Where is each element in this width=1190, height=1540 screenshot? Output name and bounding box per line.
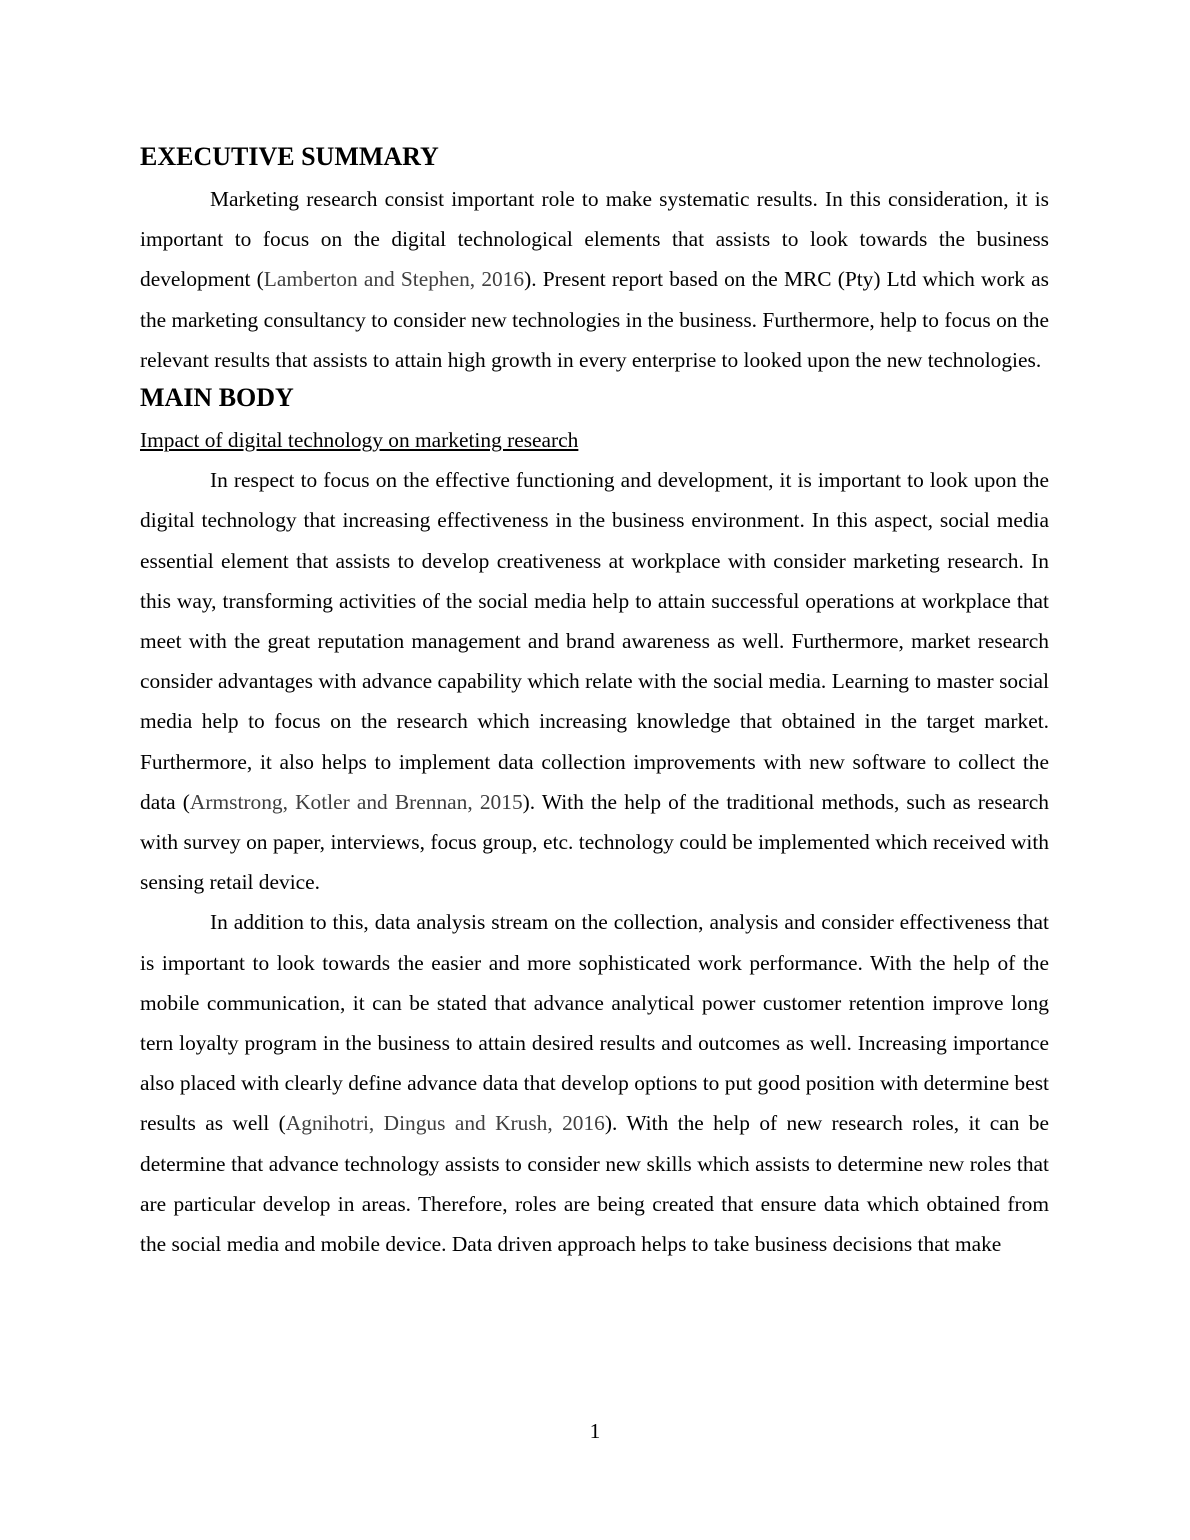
executive-summary-paragraph — [140, 179, 1049, 380]
p1-text-before: In respect to focus on the effective functioning and development, it is important to look upon the digital technology that increasing effectiveness in the business environment. In this aspect, social media essential element that assists to develop creativeness at workplace with consider marketing research. In this way, transforming activities of the social media help to attain successful operations at workplace that meet with the great reputation management and brand awareness as well. Furthermore, market research consider advantages with advance capability which relate with the social media. Learning to master social media help to focus on the research which increasing knowledge that obtained in the target market. Furthermore, it also helps to implement data collection improvements with new software to collect the data ( — [140, 468, 1049, 814]
impact-subheading: Impact of digital technology on marketing research — [140, 428, 579, 453]
citation-lamberton: Lamberton and Stephen, 2016 — [263, 267, 525, 292]
p2-text-after: ). With the help of new research roles, it can be determine that advance technology assists to consider new skills which assists to determine new roles that are particular develop in areas. Therefore, roles are being created that ensure data which obtained from the social media and mobile device. Data driven approach helps to take business decisions that make — [140, 1111, 1049, 1257]
exec-text-after: ). Present report based on the MRC (Pty) Ltd which work as the marketing consultancy to consider new technologies in the business. Furthermore, help to focus on the relevant results that assists to attain high growth in every enterprise to looked upon the new technologies. — [140, 267, 1049, 372]
main-body-paragraph-2 — [140, 902, 1049, 1264]
citation-agnihotri: Agnihotri, Dingus and Krush, 2016 — [285, 1111, 605, 1136]
citation-armstrong: Armstrong, Kotler and Brennan, 2015 — [189, 789, 523, 814]
document-page — [140, 137, 1049, 1264]
main-body-paragraph-1 — [140, 460, 1049, 902]
main-body-heading: MAIN BODY — [140, 383, 294, 413]
executive-summary-heading: EXECUTIVE SUMMARY — [140, 142, 439, 171]
p1-text-after: ). With the help of the traditional methods, such as research with survey on paper, interviews, focus group, etc. technology could be implemented which received with sensing retail device. — [140, 789, 1049, 895]
p2-text-before: In addition to this, data analysis stream on the collection, analysis and consider effectiveness that is important to look towards the easier and more sophisticated work performance. With the help of the mobile communication, it can be stated that advance analytical power customer retention improve long tern loyalty program in the business to attain desired results and outcomes as well. Increasing importance also placed with clearly define advance data that develop options to put good position with determine best results as well ( — [140, 910, 1049, 1136]
page-number: 1 — [589, 1419, 601, 1443]
exec-text-before: Marketing research consist important role to make systematic results. In this consideration, it is important to focus on the digital technological elements that assists to look towards the business development ( — [140, 187, 1049, 292]
